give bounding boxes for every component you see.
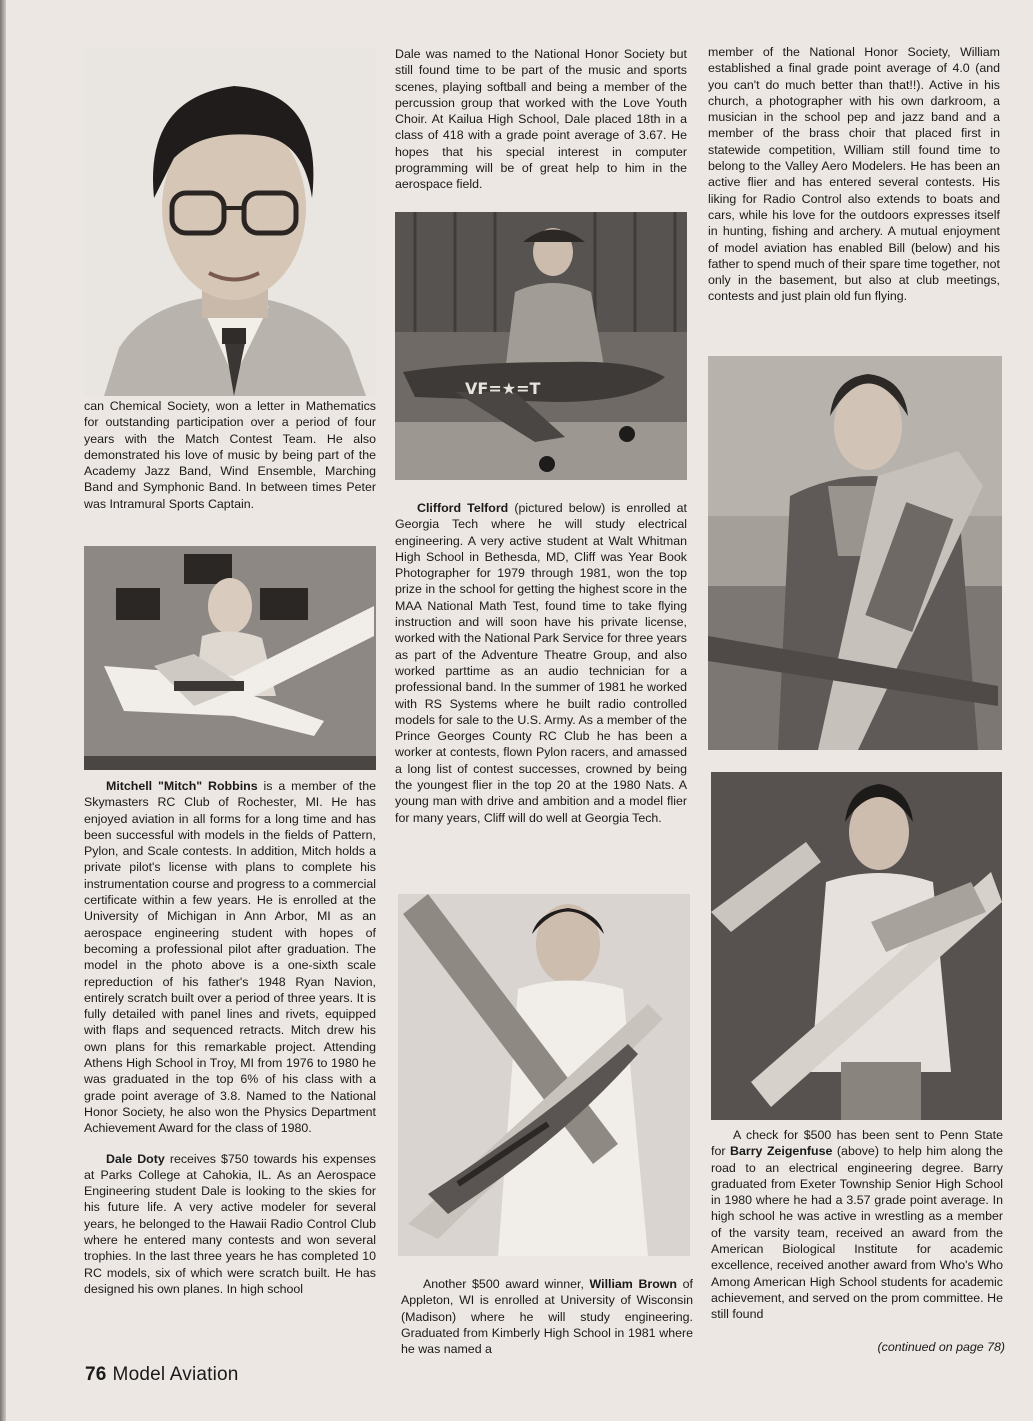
photo-cliff-with-pylon-racer (398, 894, 690, 1256)
photo-mitch-with-navion (84, 546, 376, 770)
barry-name: Barry Zeigenfuse (730, 1144, 833, 1159)
barry-paragraph: A check for $500 has been sent to Penn State for Barry Zeigenfuse (above) to help him along the road to an electrical engineering degree. Barry graduated from Exeter Township Senior High School in 1980 where he had a 3.57 grade point average. In high school he was active in wrestling as a member of the varsity team, received an award from the American Biological Institute for academic excellence, received another award from Who's Who Among American High School students for academic achievement, and served on the prom committee. He still found (711, 1128, 1004, 1322)
william-paragraph: Another $500 award winner, William Brown of Appleton, WI is enrolled at University of Wisconsin (Madison) where he will study engineering. Graduated from Kimberly High School in 1981 where he was named a (401, 1277, 693, 1357)
photo-dale-with-fighter (395, 212, 687, 480)
plane-marking: VF=★=T (465, 379, 541, 398)
mitch-name: Mitchell "Mitch" Robbins (106, 779, 258, 793)
page-footer (85, 1364, 239, 1386)
mitch-paragraph: Mitchell "Mitch" Robbins is a member of the Skymasters RC Club of Rochester, MI. He has enjoyed aviation in all forms for a long time and has been successful with models in the fields of Pattern, Pylon, and Scale contests. In addition, Mitch holds a private pilot's license with plans to complete his instrumentation course and progress to a commercial certificate within a few years. He is enrolled at the University of Michigan in Ann Arbor, MI as an aerospace engineering student with hopes of becoming a professional pilot after graduation. The model in the photo above is a one-sixth scale repreduction of his father's 1948 Ryan Navion, entirely scratch built over a period of three years. It is fully detailed with panel lines and rivets, equipped with flaps and sequenced retracts. Mitch drew his own plans for this remarkable project. Attending Athens High School in Troy, MI from 1976 to 1980 he was graduated in the top 6% of his class with a grade point average of 3.8. Named to the National Honor Society, he also won the Physics Department Achievement Award for the class of 1980. Dale Doty receives $750 towards his expenses at Parks College at Cahokia, IL. As an Aerospace Engineering student Dale is looking to the skies for his future life. A very active modeler for several years, he belonged to the Hawaii Radio Control Club where he entered many contests and won several trophies. In the last three years he has completed 10 RC models, six of which were scratch built. He has designed his own planes. In high school (84, 779, 377, 1296)
cliff-name: Clifford Telford (417, 501, 509, 515)
peter-paragraph: can Chemical Society, won a letter in Mathematics for outstanding participation over a period of four years with the Match Contest Team. He also demonstrated his love of music by being part of the Academy Jazz Band, Wind Ensemble, Marching Band and Symphonic Band. In between times Peter was Intramural Sports Captain. (84, 399, 376, 511)
dale-name: Dale Doty (106, 1151, 165, 1166)
dale-continued-paragraph: Dale was named to the National Honor Society but still found time to be part of the music and sports scenes, playing softball and being a member of the percussion group that worked with the Love Youth Choir. At Kailua High School, Dale placed 18th in a class of 418 with a grade point average of 3.67. He hopes that his special interest in computer programming will be of great help to him in the aerospace field. (395, 47, 687, 192)
william-name: William Brown (589, 1277, 677, 1291)
photo-bill-with-glider (708, 356, 1002, 750)
william-continued-paragraph: member of the National Honor Society, William established a final grade point average of 4.0 (and you can't do much better than that!!). Active in his church, a photographer with his own darkroom, a musician in the school pep and jazz band and a member of the brass choir that placed first in statewide competition, William still found time to belong to the Valley Aero Modelers. He has been an active flier and has entered several contests. His liking for Radio Control also extends to boats and cars, while his love for the outdoors expresses itself in hunting, fishing and archery. A mutual enjoyment of model aviation has enabled Bill (below) and his father to spend much of their spare time together, not only in the basement, but also at club meetings, contests and just plain old fun flying. (708, 45, 1000, 304)
page-number: 76 (85, 1364, 107, 1385)
cliff-paragraph: Clifford Telford (pictured below) is enrolled at Georgia Tech where he will study electrical engineering. A very active student at Walt Whitman High School in Bethesda, MD, Cliff was Year Book Photographer for 1979 through 1981, won the top prize in the school for getting the highest score in the MAA National Math Test, found time to take flying instruction and will soon have his private license, worked with the National Park Service for three years as part of the Adventure Theatre Group, and also worked parttime as an audio technician for a professional band. In the summer of 1981 he worked with RS Systems where he built radio controlled models for sale to the U.S. Army. As a member of the Prince Georges County RC Club he has been a worker at contests, flown Pylon racers, and amassed a long list of contest successes, crowned by being the youngest flier in the top 20 at the 1980 Nats. A young man with drive and ambition and a model flier for many years, Cliff will do well at Georgia Tech. (395, 501, 687, 825)
continued-on-page: (continued on page 78) (877, 1340, 1005, 1354)
page-edge (0, 0, 6, 1421)
photo-barry-with-glider (711, 772, 1002, 1120)
photo-peter-portrait (84, 48, 376, 396)
magazine-name: Model Aviation (112, 1364, 239, 1385)
